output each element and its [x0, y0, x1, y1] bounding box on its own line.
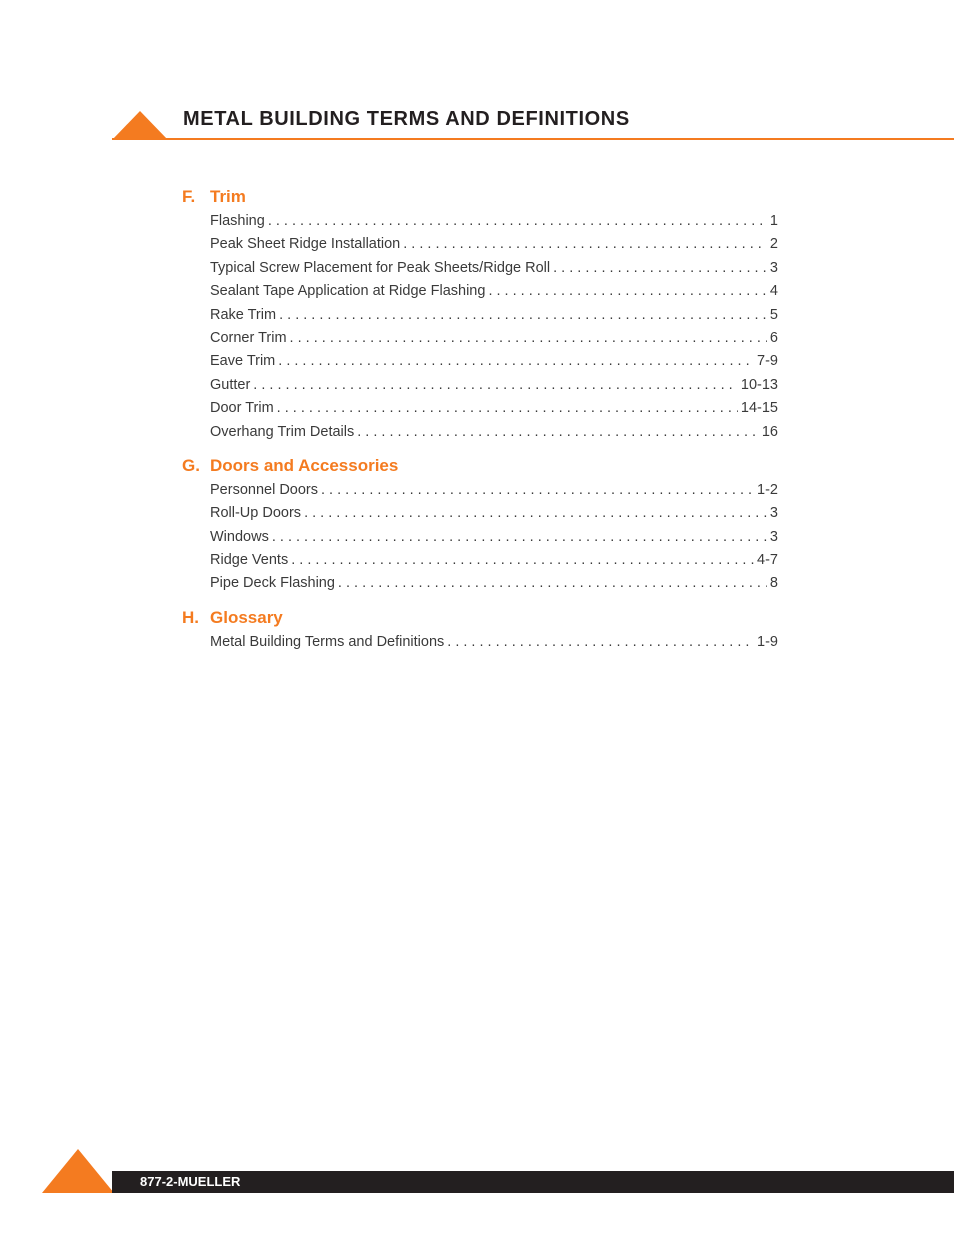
- toc-entry-metal-building-terms[interactable]: [210, 631, 778, 654]
- dot-leader: [268, 210, 767, 233]
- toc-section-glossary: [182, 607, 778, 654]
- toc-entry-peak-sheet-ridge-installation[interactable]: [210, 233, 778, 256]
- entry-page: 3: [769, 259, 778, 276]
- footer-phone-number: 877-2-MUELLER: [140, 1174, 241, 1189]
- entry-title: Gutter: [210, 376, 251, 393]
- entry-page: 1-9: [757, 633, 778, 650]
- toc-entry-eave-trim[interactable]: [210, 350, 778, 373]
- toc-entry-windows[interactable]: [210, 526, 778, 549]
- header-rule: [112, 138, 954, 140]
- dot-leader: [488, 280, 766, 303]
- entry-title: Door Trim: [210, 400, 274, 417]
- dot-leader: [338, 572, 767, 595]
- toc-entry-gutter[interactable]: [210, 374, 778, 397]
- toc-entry-ridge-vents[interactable]: [210, 549, 778, 572]
- table-of-contents: [182, 186, 778, 665]
- dot-leader: [304, 502, 767, 525]
- toc-entry-overhang-trim-details[interactable]: [210, 421, 778, 444]
- entry-page: 6: [769, 329, 778, 346]
- dot-leader: [253, 374, 738, 397]
- dot-leader: [403, 233, 767, 256]
- entry-page: 1: [769, 213, 778, 229]
- dot-leader: [290, 327, 767, 350]
- dot-leader: [357, 421, 759, 444]
- entry-page: 8: [769, 575, 778, 592]
- dot-leader: [277, 397, 738, 420]
- section-heading: [182, 455, 778, 477]
- page-title: METAL BUILDING TERMS AND DEFINITIONS: [183, 108, 630, 130]
- dot-leader: [553, 257, 767, 280]
- section-letter: F.: [182, 187, 196, 206]
- dot-leader: [272, 526, 767, 549]
- entry-page: 5: [769, 306, 778, 323]
- section-letter: H.: [182, 607, 199, 627]
- entry-title: Peak Sheet Ridge Installation: [210, 236, 401, 253]
- toc-section-trim: [182, 186, 778, 444]
- entry-title: Windows: [210, 528, 269, 545]
- entry-title: Rake Trim: [210, 306, 277, 323]
- toc-entry-typical-screw-placement[interactable]: [210, 257, 778, 280]
- toc-entry-corner-trim[interactable]: [210, 327, 778, 350]
- entry-title: Metal Building Terms and Definitions: [210, 633, 445, 650]
- dot-leader: [291, 549, 754, 572]
- section-letter: G.: [182, 455, 200, 475]
- footer-triangle-icon: [42, 1149, 114, 1193]
- toc-entry-roll-up-doors[interactable]: [210, 502, 778, 525]
- entry-page: 10-13: [740, 376, 778, 393]
- header-triangle-icon: [112, 111, 168, 140]
- toc-entry-door-trim[interactable]: [210, 397, 778, 420]
- entry-page: 4-7: [757, 552, 778, 569]
- entry-title: Pipe Deck Flashing: [210, 575, 335, 592]
- entry-page: 4: [769, 283, 778, 300]
- section-heading: [182, 186, 778, 208]
- dot-leader: [278, 350, 754, 373]
- toc-section-doors-and-accessories: [182, 455, 778, 596]
- toc-entry-rake-trim[interactable]: [210, 304, 778, 327]
- dot-leader: [447, 631, 754, 654]
- entry-page: 2: [769, 236, 778, 253]
- entry-page: 3: [769, 505, 778, 522]
- toc-entry-sealant-tape-application[interactable]: [210, 280, 778, 303]
- section-title: Doors and Accessories: [210, 455, 399, 475]
- entry-page: 3: [769, 528, 778, 545]
- entry-title: Corner Trim: [210, 329, 287, 346]
- entry-title: Overhang Trim Details: [210, 423, 355, 440]
- section-title: Trim: [210, 187, 246, 206]
- entry-page: 16: [761, 423, 778, 440]
- toc-entry-pipe-deck-flashing[interactable]: [210, 572, 778, 595]
- entry-page: 1-2: [757, 481, 778, 498]
- toc-entry-flashing[interactable]: [210, 210, 778, 233]
- section-heading: [182, 607, 778, 629]
- entry-title: Flashing: [210, 213, 265, 229]
- dot-leader: [279, 304, 767, 327]
- dot-leader: [321, 479, 754, 502]
- section-title: Glossary: [210, 607, 283, 627]
- toc-entry-personnel-doors[interactable]: [210, 479, 778, 502]
- entry-title: Personnel Doors: [210, 481, 318, 498]
- entry-title: Typical Screw Placement for Peak Sheets/Ridge Roll: [210, 259, 551, 276]
- entry-title: Eave Trim: [210, 353, 276, 370]
- entry-title: Sealant Tape Application at Ridge Flashing: [210, 283, 486, 300]
- entry-title: Ridge Vents: [210, 552, 289, 569]
- entry-page: 7-9: [757, 353, 778, 370]
- entry-title: Roll-Up Doors: [210, 505, 302, 522]
- entry-page: 14-15: [740, 400, 778, 417]
